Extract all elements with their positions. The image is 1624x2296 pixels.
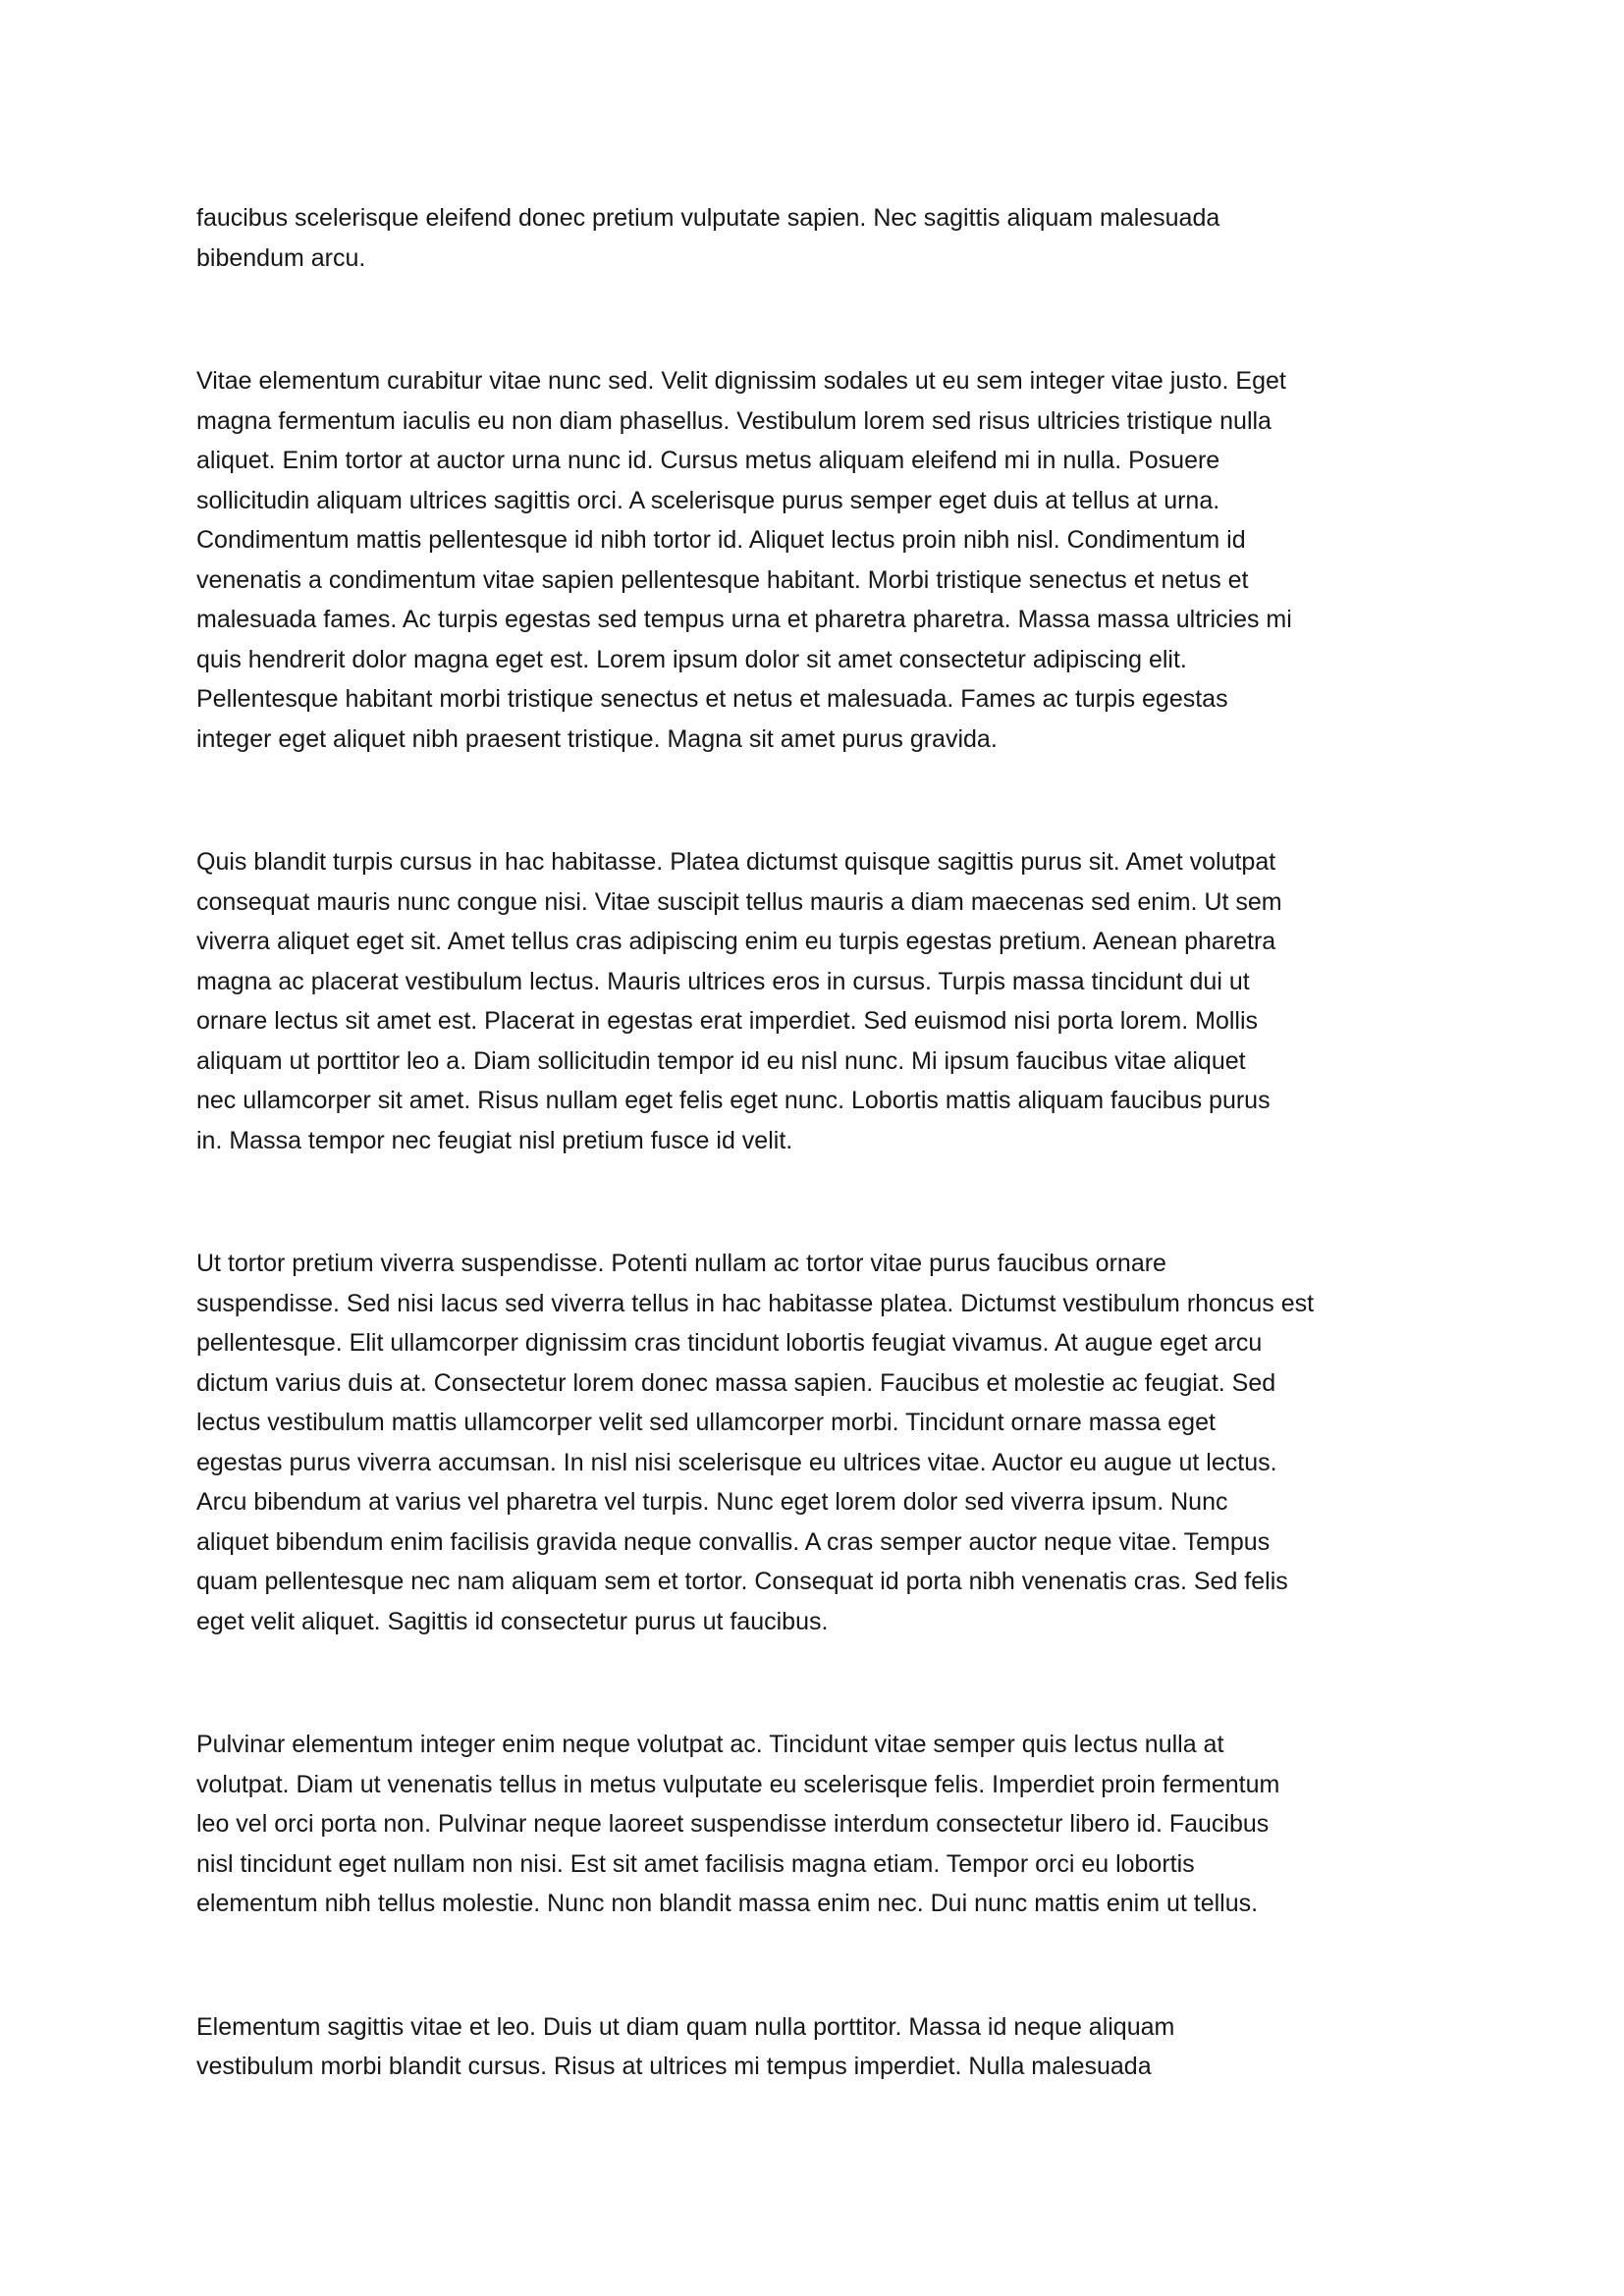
text-line: pellentesque. Elit ullamcorper dignissim cras tincidunt lobortis feugiat vivamus. At augue eget arcu — [196, 1329, 1263, 1357]
text-line: nisl tincidunt eget nullam non nisi. Est sit amet facilisis magna etiam. Tempor orci eu lobortis — [196, 1849, 1195, 1878]
text-line: Quis blandit turpis cursus in hac habitasse. Platea dictumst quisque sagittis purus sit. Amet volutpat — [196, 848, 1276, 876]
text-line: Condimentum mattis pellentesque id nibh tortor id. Aliquet lectus proin nibh nisl. Condimentum id — [196, 526, 1246, 554]
text-line: ornare lectus sit amet est. Placerat in egestas erat imperdiet. Sed euismod nisi porta lorem. Mollis — [196, 1007, 1259, 1035]
text-line: Arcu bibendum at varius vel pharetra vel turpis. Nunc eget lorem dolor sed viverra ipsum. Nunc — [196, 1488, 1228, 1516]
text-line: in. Massa tempor nec feugiat nisl pretium fusce id velit. — [196, 1126, 793, 1154]
text-line: quis hendrerit dolor magna eget est. Lorem ipsum dolor sit amet consectetur adipiscing elit. — [196, 645, 1187, 673]
text-line: nec ullamcorper sit amet. Risus nullam eget felis eget nunc. Lobortis mattis aliquam faucibus purus — [196, 1087, 1271, 1114]
text-line: Pellentesque habitant morbi tristique senectus et netus et malesuada. Fames ac turpis egestas — [196, 685, 1228, 713]
text-line: Pulvinar elementum integer enim neque volutpat ac. Tincidunt vitae semper quis lectus nulla at — [196, 1731, 1224, 1758]
text-line: lectus vestibulum mattis ullamcorper velit sed ullamcorper morbi. Tincidunt ornare massa eget — [196, 1409, 1216, 1436]
paragraph — [196, 361, 1492, 759]
text-line: vestibulum morbi blandit cursus. Risus at ultrices mi tempus imperdiet. Nulla malesuada — [196, 2053, 1152, 2080]
text-line: consequat mauris nunc congue nisi. Vitae suscipit tellus mauris a diam maecenas sed enim. Ut sem — [196, 887, 1282, 916]
text-line: bibendum arcu. — [196, 243, 366, 272]
document-body — [196, 198, 1492, 2087]
paragraph — [196, 1725, 1492, 1924]
text-line: eget velit aliquet. Sagittis id consectetur purus ut faucibus. — [196, 1607, 829, 1635]
paragraph — [196, 1244, 1492, 1641]
text-line: quam pellentesque nec nam aliquam sem et tortor. Consequat id porta nibh venenatis cras. Sed felis — [196, 1568, 1288, 1595]
text-line: venenatis a condimentum vitae sapien pellentesque habitant. Morbi tristique senectus et netus et — [196, 565, 1249, 594]
text-line: magna fermentum iaculis eu non diam phasellus. Vestibulum lorem sed risus ultricies tristique nulla — [196, 406, 1272, 435]
text-line: Vitae elementum curabitur vitae nunc sed. Velit dignissim sodales ut eu sem integer vitae justo. Eget — [196, 367, 1286, 395]
text-line: dictum varius duis at. Consectetur lorem donec massa sapien. Faucibus et molestie ac feugiat. Sed — [196, 1368, 1276, 1397]
text-line: integer eget aliquet nibh praesent tristique. Magna sit amet purus gravida. — [196, 724, 998, 753]
text-line: Elementum sagittis vitae et leo. Duis ut diam quam nulla porttitor. Massa id neque aliquam — [196, 2012, 1175, 2041]
text-line: leo vel orci porta non. Pulvinar neque laoreet suspendisse interdum consectetur libero id. Faucibus — [196, 1810, 1270, 1838]
text-line: magna ac placerat vestibulum lectus. Mauris ultrices eros in cursus. Turpis massa tincidunt dui ut — [196, 967, 1250, 995]
text-line: malesuada fames. Ac turpis egestas sed tempus urna et pharetra pharetra. Massa massa ultricies mi — [196, 606, 1292, 633]
text-line: faucibus scelerisque eleifend donec pretium vulputate sapien. Nec sagittis aliquam malesuada — [196, 204, 1220, 232]
text-line: Ut tortor pretium viverra suspendisse. Potenti nullam ac tortor vitae purus faucibus ornare — [196, 1250, 1166, 1277]
text-line: sollicitudin aliquam ultrices sagittis orci. A scelerisque purus semper eget duis at tellus at urna. — [196, 486, 1220, 514]
text-line: suspendisse. Sed nisi lacus sed viverra tellus in hac habitasse platea. Dictumst vestibulum rhoncus est — [196, 1289, 1315, 1317]
text-line: aliquet bibendum enim facilisis gravida neque convallis. A cras semper auctor neque vitae. Tempus — [196, 1527, 1271, 1556]
text-line: egestas purus viverra accumsan. In nisl nisi scelerisque eu ultrices vitae. Auctor eu augue ut lectus. — [196, 1448, 1277, 1476]
paragraph — [196, 198, 1492, 278]
text-line: elementum nibh tellus molestie. Nunc non blandit massa enim nec. Dui nunc mattis enim ut tellus. — [196, 1890, 1259, 1917]
paragraph — [196, 2007, 1492, 2087]
paragraph — [196, 842, 1492, 1160]
text-line: aliquam ut porttitor leo a. Diam sollicitudin tempor id eu nisl nunc. Mi ipsum faucibus vitae aliquet — [196, 1046, 1246, 1075]
text-line: volutpat. Diam ut venenatis tellus in metus vulputate eu scelerisque felis. Imperdiet proin fermentum — [196, 1770, 1280, 1798]
text-line: viverra aliquet eget sit. Amet tellus cras adipiscing enim eu turpis egestas pretium. Aenean pharetra — [196, 928, 1276, 955]
text-line: aliquet. Enim tortor at auctor urna nunc id. Cursus metus aliquam eleifend mi in nulla. Posuere — [196, 447, 1220, 474]
